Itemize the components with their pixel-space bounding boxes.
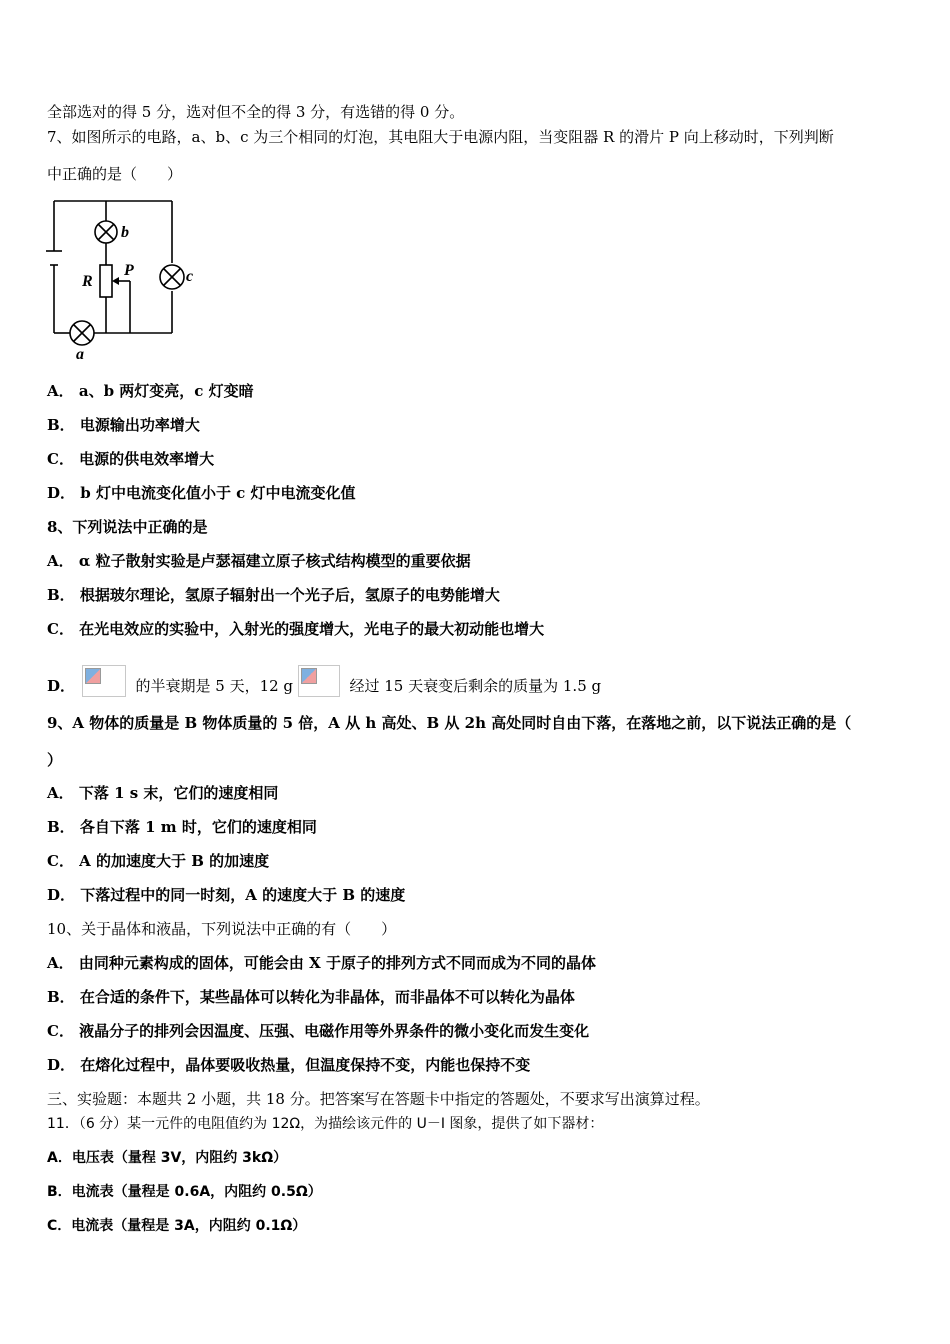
q11-option-b: B．电流表（量程是 0.6A，内阻约 0.5Ω） xyxy=(47,1184,322,1200)
q7-option-b: B． 电源输出功率增大 xyxy=(47,416,200,434)
q8-option-d xyxy=(47,665,910,697)
q9-option-b: B． 各自下落 1 m 时，它们的速度相同 xyxy=(47,818,317,836)
q8-d-label: D． xyxy=(47,677,76,695)
q8-stem: 8、下列说法中正确的是 xyxy=(47,518,208,536)
q7-stem-cont: 中正确的是（ ） xyxy=(47,165,183,183)
lamp-a-icon xyxy=(70,321,94,345)
q7-option-d: D． b 灯中电流变化值小于 c 灯中电流变化值 xyxy=(47,484,356,502)
q9-option-d: D． 下落过程中的同一时刻，A 的速度大于 B 的速度 xyxy=(47,886,406,904)
lamp-b-label: b xyxy=(121,224,129,241)
q8-option-a: A． α 粒子散射实验是卢瑟福建立原子核式结构模型的重要依据 xyxy=(47,552,471,570)
q9-option-a: A． 下落 1 s 末，它们的速度相同 xyxy=(47,784,279,802)
q7-option-a: A． a、b 两灯变亮，c 灯变暗 xyxy=(47,382,254,400)
lamp-c-icon xyxy=(160,265,184,289)
q8-d-end: 经过 15 天衰变后剩余的质量为 1.5 g xyxy=(349,677,602,695)
q9-option-c: C． A 的加速度大于 B 的加速度 xyxy=(47,852,270,870)
lamp-c-label: c xyxy=(186,268,194,285)
q11-option-a: A．电压表（量程 3V，内阻约 3kΩ） xyxy=(47,1150,288,1166)
q8-option-c: C． 在光电效应的实验中，入射光的强度增大，光电子的最大初动能也增大 xyxy=(47,620,545,638)
q8-option-b: B． 根据玻尔理论，氢原子辐射出一个光子后，氢原子的电势能增大 xyxy=(47,586,500,604)
q7-stem: 7、如图所示的电路，a、b、c 为三个相同的灯泡，其电阻大于电源内阻，当变阻器 R 的滑片 P 向上移动时，下列判断 xyxy=(47,128,834,146)
q11-option-c: C．电流表（量程是 3A，内阻约 0.1Ω） xyxy=(47,1218,307,1234)
lamp-a-label: a xyxy=(76,346,84,363)
scoring-note: 全部选对的得 5 分，选对但不全的得 3 分，有选错的得 0 分。 xyxy=(47,103,465,121)
q11-stem: 11．（6 分）某一元件的电阻值约为 12Ω，为描绘该元件的 U－I 图象，提供了如下器材： xyxy=(47,1116,604,1132)
q10-option-a: A． 由同种元素构成的固体，可能会由 X 于原子的排列方式不同而成为不同的晶体 xyxy=(47,954,596,972)
image-placeholder-icon xyxy=(82,665,126,697)
slider-label: P xyxy=(124,262,134,279)
q9-stem: 9、A 物体的质量是 B 物体质量的 5 倍，A 从 h 高处、B 从 2h 高处同时自由下落，在落地之前，以下说法正确的是（ xyxy=(47,714,852,732)
q8-d-mid: 的半衰期是 5 天，12 g xyxy=(135,677,294,695)
q10-stem: 10、关于晶体和液晶，下列说法中正确的有（ ） xyxy=(47,920,397,938)
lamp-b-icon xyxy=(95,221,117,243)
circuit-diagram xyxy=(44,193,214,363)
q7-option-c: C． 电源的供电效率增大 xyxy=(47,450,215,468)
q10-option-b: B． 在合适的条件下，某些晶体可以转化为非晶体，而非晶体不可以转化为晶体 xyxy=(47,988,575,1006)
q10-option-d: D． 在熔化过程中，晶体要吸收热量，但温度保持不变，内能也保持不变 xyxy=(47,1056,531,1074)
image-placeholder-icon xyxy=(298,665,340,697)
q9-stem-cont: ） xyxy=(47,751,63,769)
section-3-heading: 三、实验题：本题共 2 小题，共 18 分。把答案写在答题卡中指定的答题处，不要求写出演算过程。 xyxy=(47,1090,710,1108)
q10-option-c: C． 液晶分子的排列会因温度、压强、电磁作用等外界条件的微小变化而发生变化 xyxy=(47,1022,590,1040)
resistor-label: R xyxy=(82,273,93,290)
